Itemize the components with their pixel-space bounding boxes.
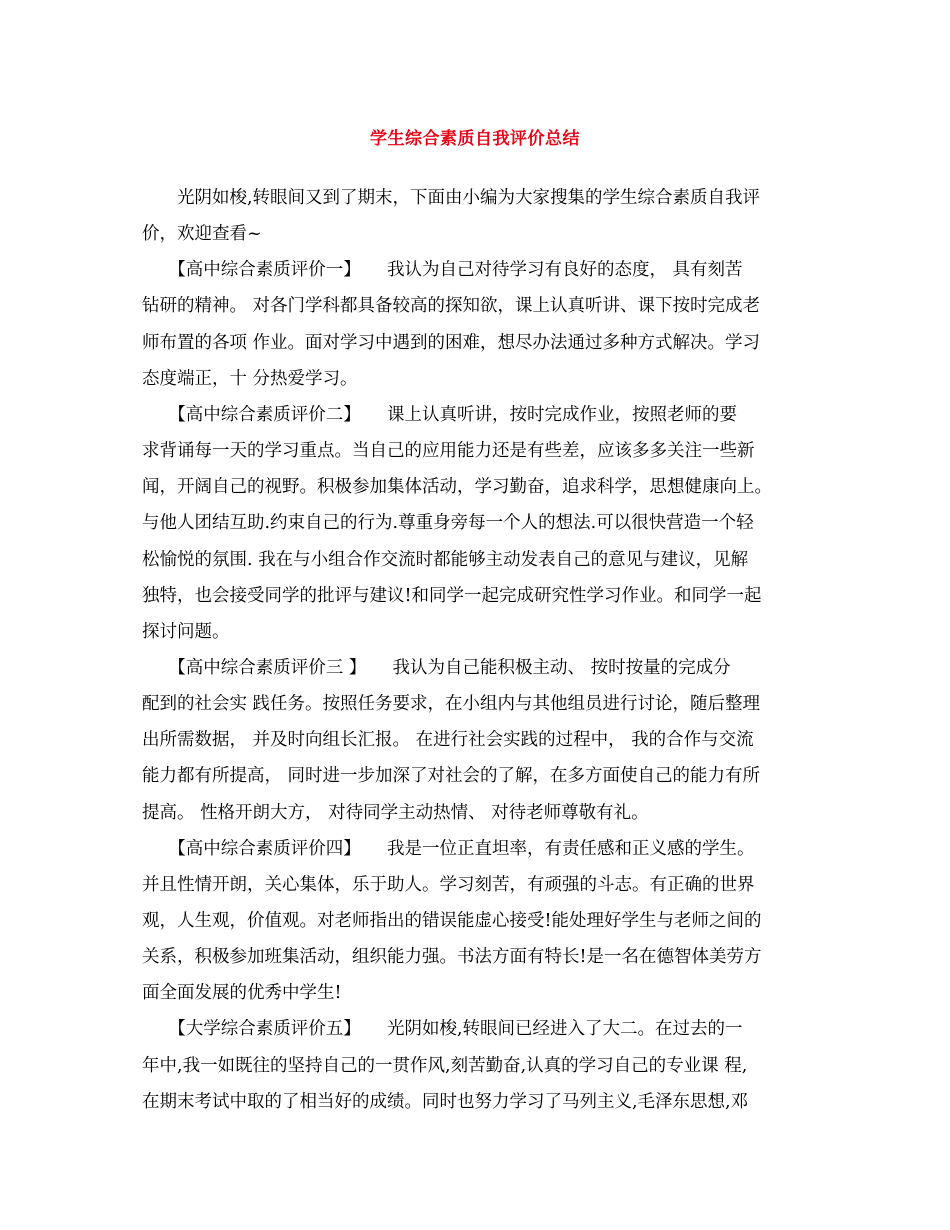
text-line: 在期末考试中取的了相当好的成绩。同时也努力学习了马列主义,毛泽东思想,邓 [142,1091,749,1112]
text-line: 态度端正，十 分热爱学习。 [142,368,358,389]
text-line: 价，欢迎查看~ [142,224,262,245]
document-title: 学生综合素质自我评价总结 [370,129,580,149]
text-line: 【高中综合素质评价一】 我认为自己对待学习有良好的态度， 具有刻苦 [142,260,743,281]
text-line: 松愉悦的氛围. 我在与小组合作交流时都能够主动发表自己的意见与建议，见解 [142,549,749,570]
text-line: 探讨问题。 [142,621,230,642]
text-line: 提高。 性格开朗大方， 对待同学主动热情、 对待老师尊敬有礼。 [142,802,649,823]
text-line: 面全面发展的优秀中学生! [142,983,342,1004]
text-line: 【高中综合素质评价二】 课上认真听讲，按时完成作业，按照老师的要 [142,404,737,425]
text-line: 光阴如梭,转眼间又到了期末，下面由小编为大家搜集的学生综合素质自我评 [142,188,761,208]
text-line: 出所需数据， 并及时向组长汇报。 在进行社会实践的过程中， 我的合作与交流 [142,730,754,751]
text-line: 【大学综合素质评价五】 光阴如梭,转眼间已经进入了大二。在过去的一 [142,1019,743,1040]
text-line: 与他人团结互助.约束自己的行为.尊重身旁每一个人的想法.可以很快营造一个轻 [142,513,754,534]
text-line: 年中,我一如既往的坚持自己的一贯作风,刻苦勤奋,认真的学习自己的专业课 程, [142,1055,748,1076]
text-line: 配到的社会实 践任务。按照任务要求，在小组内与其他组员进行讨论，随后整理 [142,694,761,715]
text-line: 师布置的各项 作业。面对学习中遇到的困难，想尽办法通过多种方式解决。学习 [142,332,761,353]
text-line: 闻，开阔自己的视野。积极参加集体活动，学习勤奋，追求科学，思想健康向上。 [142,477,772,498]
text-line: 求背诵每一天的学习重点。当自己的应用能力还是有些差，应该多多关注一些新 [142,441,755,461]
text-line: 独特，也会接受同学的批评与建议!和同学一起完成研究性学习作业。和同学一起 [142,585,762,606]
text-line: 并且性情开朗，关心集体，乐于助人。学习刻苦，有顽强的斗志。有正确的世界 [142,874,755,895]
text-line: 钻研的精神。 对各门学科都具备较高的探知欲，课上认真听讲、课下按时完成老 [142,296,761,317]
text-line: 【高中综合素质评价三 】 我认为自己能积极主动、 按时按量的完成分 [142,658,731,678]
text-line: 观，人生观，价值观。对老师指出的错误能虚心接受!能处理好学生与老师之间的 [142,911,762,931]
text-line: 【高中综合素质评价四】 我是一位正直坦率，有责任感和正义感的学生。 [142,838,755,859]
text-line: 能力都有所提高， 同时进一步加深了对社会的了解，在多方面使自己的能力有所 [142,766,761,787]
text-line: 关系，积极参加班集活动，组织能力强。书法方面有特长!是一名在德智体美劳方 [142,947,762,968]
